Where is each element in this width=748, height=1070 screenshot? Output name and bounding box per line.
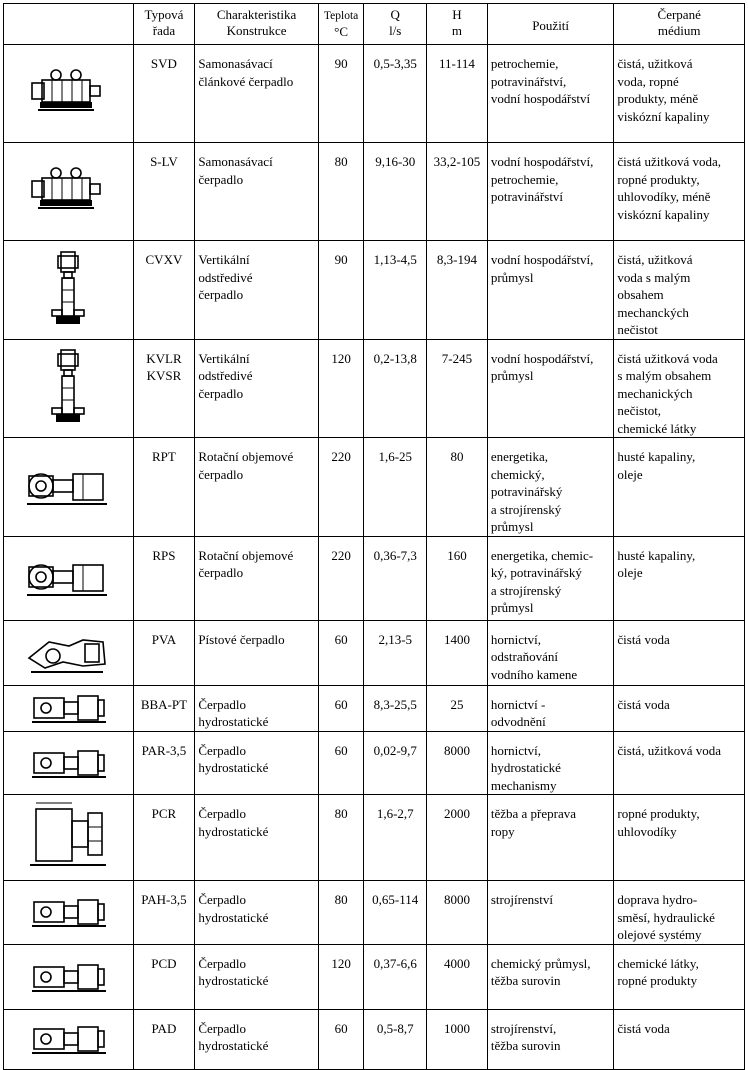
cell-h: 1400 <box>427 620 488 685</box>
cell-medium: čistá, užitková voda s malým obsahem mechanckých nečistot <box>614 241 745 340</box>
header-typova-rada: Typová řada <box>133 4 195 45</box>
cell-typova-rada: BBA-PT <box>133 685 195 731</box>
header-teplota: Teplota °C <box>318 4 364 45</box>
cell-q: 8,3-25,5 <box>364 685 427 731</box>
cell-h: 8,3-194 <box>427 241 488 340</box>
cell-pouziti: energetika, chemic- ký, potravinářský a strojírenský průmysl <box>487 536 614 620</box>
cell-typova-rada: PAD <box>133 1009 195 1069</box>
cell-teplota: 60 <box>318 731 364 795</box>
cell-teplota: 60 <box>318 620 364 685</box>
table-row <box>4 241 745 340</box>
hydrostatic-pump-icon <box>4 1019 133 1059</box>
table-row <box>4 620 745 685</box>
cell-h: 8000 <box>427 731 488 795</box>
cell-medium: čistá voda <box>614 620 745 685</box>
cell-teplota: 60 <box>318 1009 364 1069</box>
vertical-pump-icon <box>4 346 133 430</box>
cell-pouziti: petrochemie, potravinářství, vodní hospodářství <box>487 45 614 143</box>
cell-q: 0,65-114 <box>364 881 427 945</box>
cell-teplota: 90 <box>318 241 364 340</box>
pump-image-cell <box>4 1009 134 1069</box>
cell-medium: čistá voda <box>614 685 745 731</box>
cell-h: 1000 <box>427 1009 488 1069</box>
hydrostatic-pump-icon <box>4 743 133 783</box>
pump-image-cell <box>4 438 134 537</box>
cell-konstrukce: Čerpadlo hydrostatické <box>195 685 319 731</box>
cell-q: 0,36-7,3 <box>364 536 427 620</box>
pump-image-cell <box>4 944 134 1009</box>
cell-medium: čistá, užitková voda, ropné produkty, méně viskózní kapaliny <box>614 45 745 143</box>
cell-konstrukce: Vertikální odstředivé čerpadlo <box>195 241 319 340</box>
cell-teplota: 80 <box>318 143 364 241</box>
cell-medium: čistá užitková voda s malým obsahem mechanických nečistot, chemické látky <box>614 339 745 438</box>
cell-h: 33,2-105 <box>427 143 488 241</box>
pump-image-cell <box>4 143 134 241</box>
cell-konstrukce: Čerpadlo hydrostatické <box>195 1009 319 1069</box>
cell-q: 1,13-4,5 <box>364 241 427 340</box>
cell-q: 9,16-30 <box>364 143 427 241</box>
table-row <box>4 795 745 881</box>
header-row <box>4 4 745 45</box>
cell-teplota: 90 <box>318 45 364 143</box>
header-konstrukce: Charakteristika Konstrukce <box>195 4 319 45</box>
pump-table <box>3 3 745 1070</box>
cell-typova-rada: PAR-3,5 <box>133 731 195 795</box>
cell-medium: doprava hydro- směsí, hydraulické olejové systémy <box>614 881 745 945</box>
cell-q: 0,2-13,8 <box>364 339 427 438</box>
table-row <box>4 45 745 143</box>
table-row <box>4 1009 745 1069</box>
table-row <box>4 881 745 945</box>
cell-konstrukce: Čerpadlo hydrostatické <box>195 881 319 945</box>
table-row <box>4 143 745 241</box>
cell-typova-rada: RPT <box>133 438 195 537</box>
rotary-pump-icon <box>4 551 133 605</box>
pump-image-cell <box>4 881 134 945</box>
cell-h: 11-114 <box>427 45 488 143</box>
pump-image-cell <box>4 731 134 795</box>
cell-pouziti: hornictví, hydrostatické mechanismy <box>487 731 614 795</box>
table-row <box>4 438 745 537</box>
cell-teplota: 220 <box>318 536 364 620</box>
cell-h: 4000 <box>427 944 488 1009</box>
pump-image-cell <box>4 620 134 685</box>
cell-pouziti: strojírenství <box>487 881 614 945</box>
cell-pouziti: chemický průmysl, těžba surovin <box>487 944 614 1009</box>
pump-image-cell <box>4 685 134 731</box>
header-pouziti: Použití <box>487 4 614 45</box>
cell-pouziti: vodní hospodářství, průmysl <box>487 241 614 340</box>
header-h: H m <box>427 4 488 45</box>
cell-konstrukce: Čerpadlo hydrostatické <box>195 944 319 1009</box>
cell-konstrukce: Samonasávací článkové čerpadlo <box>195 45 319 143</box>
cell-q: 1,6-25 <box>364 438 427 537</box>
cell-typova-rada: KVLR KVSR <box>133 339 195 438</box>
cell-h: 2000 <box>427 795 488 881</box>
table-row <box>4 339 745 438</box>
pump-image-cell <box>4 536 134 620</box>
cell-pouziti: strojírenství, těžba surovin <box>487 1009 614 1069</box>
cell-pouziti: vodní hospodářství, průmysl <box>487 339 614 438</box>
cell-typova-rada: PCD <box>133 944 195 1009</box>
cell-teplota: 120 <box>318 944 364 1009</box>
cell-q: 0,02-9,7 <box>364 731 427 795</box>
cell-typova-rada: RPS <box>133 536 195 620</box>
cell-konstrukce: Samonasávací čerpadlo <box>195 143 319 241</box>
cell-konstrukce: Vertikální odstředivé čerpadlo <box>195 339 319 438</box>
vertical-pump-icon <box>4 248 133 332</box>
cell-typova-rada: PAH-3,5 <box>133 881 195 945</box>
header-image <box>4 4 134 45</box>
cell-typova-rada: S-LV <box>133 143 195 241</box>
cell-h: 7-245 <box>427 339 488 438</box>
header-medium: Čerpané médium <box>614 4 745 45</box>
hydrostatic-pump-icon <box>4 892 133 932</box>
header-q: Q l/s <box>364 4 427 45</box>
horizontal-multistage-pump-icon <box>4 164 133 220</box>
cell-medium: husté kapaliny, oleje <box>614 438 745 537</box>
cell-medium: chemické látky, ropné produkty <box>614 944 745 1009</box>
table-row <box>4 731 745 795</box>
cell-typova-rada: SVD <box>133 45 195 143</box>
pump-image-cell <box>4 241 134 340</box>
cell-h: 80 <box>427 438 488 537</box>
cell-h: 160 <box>427 536 488 620</box>
cell-q: 0,37-6,6 <box>364 944 427 1009</box>
cell-medium: ropné produkty, uhlovodíky <box>614 795 745 881</box>
piston-pump-icon <box>4 628 133 678</box>
cell-typova-rada: CVXV <box>133 241 195 340</box>
cell-teplota: 80 <box>318 881 364 945</box>
rotary-pump-icon <box>4 460 133 514</box>
cell-pouziti: hornictví, odstraňování vodního kamene <box>487 620 614 685</box>
cell-medium: čistá užitková voda, ropné produkty, uhlovodíky, méně viskózní kapaliny <box>614 143 745 241</box>
cell-q: 1,6-2,7 <box>364 795 427 881</box>
pump-image-cell <box>4 45 134 143</box>
cell-medium: čistá voda <box>614 1009 745 1069</box>
cell-konstrukce: Čerpadlo hydrostatické <box>195 731 319 795</box>
hydrostatic-pump-icon <box>4 688 133 728</box>
cell-pouziti: těžba a přeprava ropy <box>487 795 614 881</box>
cell-konstrukce: Čerpadlo hydrostatické <box>195 795 319 881</box>
cell-konstrukce: Rotační objemové čerpadlo <box>195 536 319 620</box>
table-row <box>4 685 745 731</box>
cell-typova-rada: PCR <box>133 795 195 881</box>
pump-image-cell <box>4 339 134 438</box>
cell-typova-rada: PVA <box>133 620 195 685</box>
cell-h: 25 <box>427 685 488 731</box>
cell-q: 0,5-8,7 <box>364 1009 427 1069</box>
table-row <box>4 944 745 1009</box>
horizontal-multistage-pump-icon <box>4 66 133 122</box>
cell-pouziti: vodní hospodářství, petrochemie, potravinářství <box>487 143 614 241</box>
cell-teplota: 60 <box>318 685 364 731</box>
cell-pouziti: energetika, chemický, potravinářský a strojírenský průmysl <box>487 438 614 537</box>
cell-q: 2,13-5 <box>364 620 427 685</box>
cell-medium: čistá, užitková voda <box>614 731 745 795</box>
cell-pouziti: hornictví - odvodnění <box>487 685 614 731</box>
cell-konstrukce: Rotační objemové čerpadlo <box>195 438 319 537</box>
cell-q: 0,5-3,35 <box>364 45 427 143</box>
hydrostatic-pump-icon <box>4 957 133 997</box>
hydrostatic-unit-icon <box>4 799 133 877</box>
table-row <box>4 536 745 620</box>
cell-konstrukce: Pístové čerpadlo <box>195 620 319 685</box>
cell-teplota: 120 <box>318 339 364 438</box>
cell-teplota: 220 <box>318 438 364 537</box>
cell-teplota: 80 <box>318 795 364 881</box>
pump-image-cell <box>4 795 134 881</box>
cell-medium: husté kapaliny, oleje <box>614 536 745 620</box>
cell-h: 8000 <box>427 881 488 945</box>
